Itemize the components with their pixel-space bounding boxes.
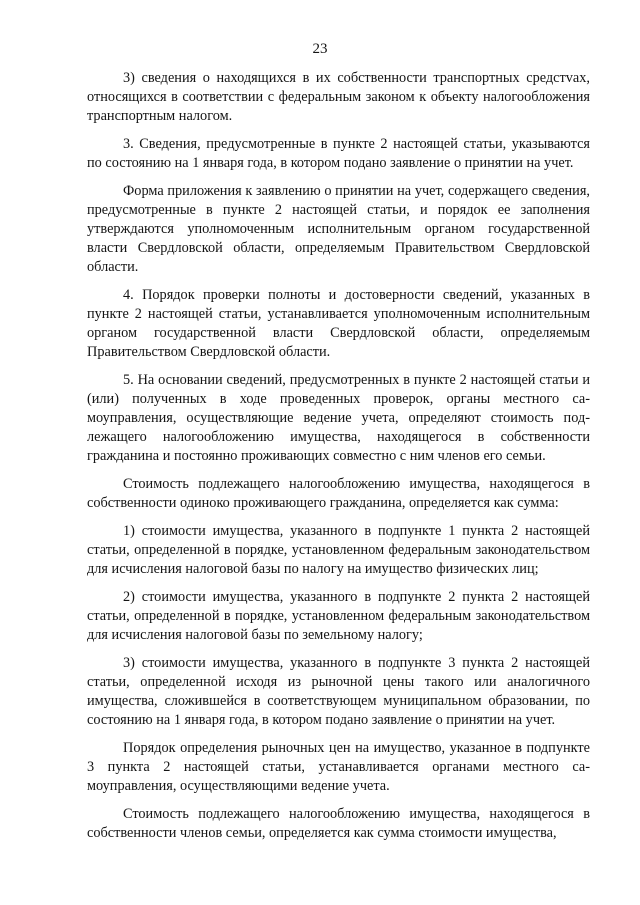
paragraph-sum-item-3: 3) стоимости имущества, указанного в подпункте 3 пункта 2 настоящей статьи, определенной исходя из рыночной цены такого или аналогичного имущества, сложившейся в соответствующем муниципальном образовании, по состоянию на 1 января года, в котором подано заявление о принятии на учет. bbox=[87, 655, 590, 728]
page-number: 23 bbox=[312, 41, 328, 57]
paragraph-clause-3-date: 3. Сведения, предусмотренные в пункте 2 настоящей статьи, указываются по состоянию на 1 января года, в котором подано заявление о принятии на учет. bbox=[87, 136, 590, 171]
paragraph-clause-4-verification: 4. Порядок проверки полноты и достоверности сведений, указанных в пункте 2 настоящей статьи, устанавливается уполномоченным исполнительным органом государственной власти Свердловской области, определяемым Правительством Свердловской области. bbox=[87, 287, 590, 360]
document-body bbox=[87, 69, 590, 852]
paragraph-sum-item-1: 1) стоимости имущества, указанного в подпункте 1 пункта 2 настоящей статьи, определенной в порядке, установленном федеральным законодательством для исчисления налоговой базы по налогу на имущество физических лиц; bbox=[87, 523, 590, 577]
paragraph-single-citizen-sum: Стоимость подлежащего налогообложению имущества, находящегося в собственности одиноко проживающего гражданина, определяется как сумма: bbox=[87, 476, 590, 511]
paragraph-clause-5-valuation: 5. На основании сведений, предусмотренных в пункте 2 настоящей статьи и (или) полученных в ходе проведенных проверок, органы местного самоуправления, осуществляющие ведение учета, определяют стоимость подлежащего налогообложению имущества, находящегося в собственности гражданина и постоянно проживающих совместно с ним членов его семьи. bbox=[87, 372, 590, 464]
paragraph-application-form: Форма приложения к заявлению о принятии на учет, содержащего сведения, предусмотренные в пункте 2 настоящей статьи, и порядок ее заполнения утверждаются уполномоченным исполнительным органом государственной власти Свердловской области, определяемым Правительством Свердловской области. bbox=[87, 183, 590, 275]
paragraph-market-price-procedure: Порядок определения рыночных цен на имущество, указанное в подпункте 3 пункта 2 настоящей статьи, устанавливается органами местного самоуправления, осуществляющими ведение учета. bbox=[87, 740, 590, 794]
paragraph-item-3-vehicles: 3) сведения о находящихся в их собственности транспортных средстvах, относящихся в соответствии с федеральным законом к объекту налогообложения транспортным налогом. bbox=[87, 70, 590, 124]
paragraph-family-members-sum: Стоимость подлежащего налогообложению имущества, находящегося в собственности членов семьи, определяется как сумма стоимости имущества, bbox=[87, 806, 590, 841]
paragraph-sum-item-2: 2) стоимости имущества, указанного в подпункте 2 пункта 2 настоящей статьи, определенной в порядке, установленном федеральным законодательством для исчисления налоговой базы по земельному налогу; bbox=[87, 589, 590, 643]
